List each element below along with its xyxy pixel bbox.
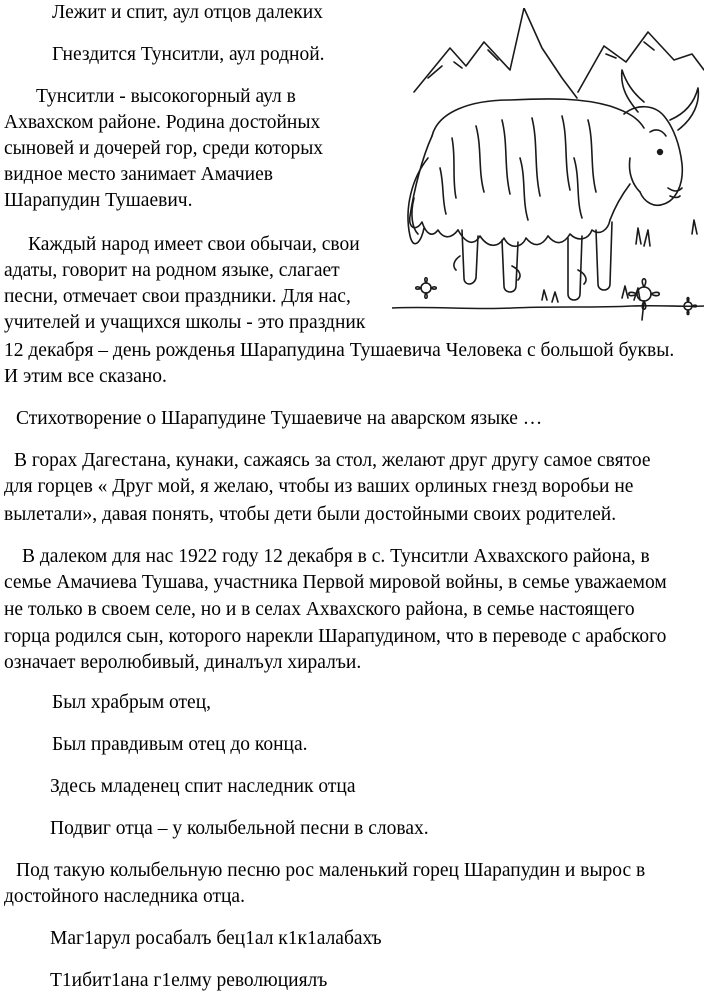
p4-line-1: В горах Дагестана, кунаки, сажаясь за стол, желают друг другу самое святое (14, 450, 651, 471)
p5-line-4: горца родился сын, которого нарекли Шарапудином, что в переводе с арабского (4, 626, 667, 647)
poem2-line-3: Здесь младенец спит наследник отца (50, 776, 356, 797)
p2-line-3: песни, отмечает свои праздники. Для нас, (4, 286, 351, 307)
p4-line-2: для горцев « Друг мой, я желаю, чтобы из ваших орлиных гнезд воробьи не (4, 476, 634, 497)
poem-intro-line-1: Лежит и спит, аул отцов далеких (52, 2, 323, 23)
p1-line-2: Ахвахском районе. Родина достойных (4, 112, 321, 133)
p3-line-1: Стихотворение о Шарапудине Тушаевиче на аварском языке … (16, 408, 543, 429)
p2-line-5: 12 декабря – день рожденья Шарапудина Тушаевича Человека с большой буквы. (4, 340, 675, 361)
poem-intro-line-2: Гнездится Тунситли, аул родной. (52, 44, 325, 65)
p2-line-4: учителей и учащихся школы - это праздник (4, 312, 366, 333)
p1-line-5: Шарапудин Тушаевич. (4, 190, 193, 211)
p4-line-3: вылетали», давая понять, чтобы дети были достойными своих родителей. (4, 504, 617, 525)
p6-line-2: достойного наследника отца. (4, 886, 245, 907)
p1-line-1: Тунситли - высокогорный аул в (36, 86, 296, 107)
poem2-line-4: Подвиг отца – у колыбельной песни в словах. (50, 818, 429, 839)
poem2-line-2: Был правдивым отец до конца. (52, 734, 308, 755)
p5-line-5: означает веролюбивый, диналъул хиралъи. (4, 652, 362, 673)
p1-line-3: сыновей и дочерей гор, среди которых (4, 138, 324, 159)
p2-line-1: Каждый народ имеет свои обычаи, свои (28, 234, 360, 255)
yak-illustration-icon (392, 8, 704, 330)
p2-line-2: адаты, говорит на родном языке, слагает (4, 260, 340, 281)
p6-line-1: Под такую колыбельную песню рос маленький горец Шарапудин и вырос в (16, 860, 646, 881)
p5-line-1: В далеком для нас 1922 году 12 декабря в с. Тунситли Ахвахского района, в (22, 546, 650, 567)
p1-line-4: видное место занимает Амачиев (4, 164, 273, 185)
poem3-line-1: Маг1арул росабалъ бец1ал к1к1алабахъ (50, 928, 382, 949)
poem2-line-1: Был храбрым отец, (52, 692, 212, 713)
poem3-line-2: Т1ибит1ана г1елму революциялъ (50, 970, 328, 991)
p2-line-6: И этим все сказано. (4, 366, 167, 387)
p5-line-2: семье Амачиева Тушава, участника Первой мировой войны, в семье уважаемом (4, 572, 667, 593)
p5-line-3: не только в своем селе, но и в селах Ахвахского района, в семье настоящего (4, 599, 635, 620)
